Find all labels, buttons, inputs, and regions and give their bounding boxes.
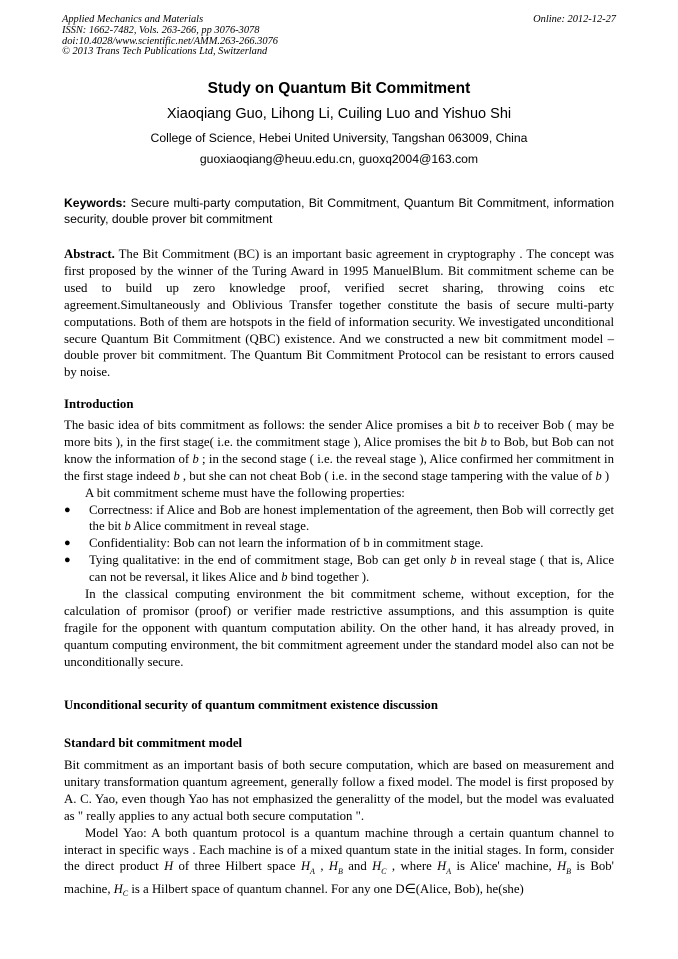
standard-paragraph-1: Bit commitment as an important basis of both secure computation, which are based on measurement and unitary transformation quantum agreement, generally follow a fixed model. The model is first proposed by A. C. Yao, even though Yao has not emphasized the generalitty of the model, but the model was evaluated as " really applies to any actual both secure computation ". xyxy=(64,758,614,823)
keywords-label: Keywords: xyxy=(64,196,127,210)
keywords xyxy=(64,195,614,227)
abstract-label: Abstract. xyxy=(64,247,115,261)
journal-name: Applied Mechanics and Materials xyxy=(62,14,204,25)
standard-model-heading: Standard bit commitment model xyxy=(64,736,243,750)
intro-paragraph-3: In the classical computing environment the bit commitment scheme, without exception, for the calculation of promisor (proof) or verifier made restrictive assumptions, and this assumption is quite fragile for the opponent with quantum computation ability. On the other hand, it has already proved, in quantum computing environment, the bit commitment agreement under the standard model also can not be unconditionally secure. xyxy=(64,587,614,669)
bullet-icon: ● xyxy=(64,503,71,516)
introduction-body xyxy=(64,417,614,671)
bullet-icon: ● xyxy=(64,537,71,550)
introduction-heading: Introduction xyxy=(64,397,134,411)
doi-line: doi:10.4028/www.scientific.net/AMM.263-266.3076 xyxy=(62,35,278,47)
standard-paragraph-2: Model Yao: A both quantum protocol is a quantum machine through a certain quantum channel to interact in specific ways . Each machine is of a mixed quantum state in the initial stages. In form, consider the direct product H of three Hilbert space $H_A$ , $H_B$ and $H_C$ , where $H_A$ is Alice' machine, $H_B$ is Bob' machine, $H_C$ is a Hilbert space of quantum channel. For any one D∈(Alice, Bob), he(she) xyxy=(64,825,614,899)
author-list: Xiaoqiang Guo, Lihong Li, Cuiling Luo and Yishuo Shi xyxy=(166,106,512,122)
standard-model-body xyxy=(64,757,614,903)
intro-paragraph-2: A bit commitment scheme must have the following properties: xyxy=(85,485,405,500)
bullet-correctness: ● Correctness: if Alice and Bob are honest implementation of the agreement, then Bob will correctly get the bit b Alice commitment in reveal stage. xyxy=(64,502,614,534)
unconditional-security-heading: Unconditional security of quantum commitment existence discussion xyxy=(64,698,438,712)
keywords-text: Secure multi-party computation, Bit Commitment, Quantum Bit Commitment, information security, double prover bit commitment xyxy=(64,196,614,226)
bullet-tying: ● Tying qualitative: in the end of commitment stage, Bob can get only b in reveal stage ( that is, Alice can not be reversal, it likes Alice and b bind together ). xyxy=(64,553,614,585)
paper-title: Study on Quantum Bit Commitment xyxy=(207,80,471,97)
copyright-line: © 2013 Trans Tech Publications Ltd, Switzerland xyxy=(62,46,268,58)
intro-paragraph-1: The basic idea of bits commitment as follows: the sender Alice promises a bit b to receiver Bob ( may be more bits ), in the first stage( i.e. the commitment stage ), Alice promises the bit b to Bob, but Bob can not know the information of b ; in the second stage ( i.e. the reveal stage ), Alice confirmed her commitment in the first stage indeed b , but she can not cheat Bob ( i.e. in the second stage tampering with the value of b ) xyxy=(64,418,614,483)
bullet-icon: ● xyxy=(64,554,71,567)
email-addresses: guoxiaoqiang@heuu.edu.cn, guoxq2004@163.com xyxy=(199,152,479,166)
online-date: Online: 2012-12-27 xyxy=(533,14,616,25)
abstract-text: The Bit Commitment (BC) is an important basic agreement in cryptography . The concept was first proposed by the winner of the Turing Award in 1995 ManuelBlum. Bit commitment scheme can be used to build up zero knowledge proof, verified secret sharing, throwing coins etc agreement.Simultaneously and Oblivious Transfer together constitute the basis of secure multi-party computations. Both of them are hotspots in the field of information security. We investigated unconditional secure Quantum Bit Commitment (QBC) existence. And we constructed a new bit commitment model – double prover bit commitment. The Quantum Bit Commitment Protocol can be resistant to errors caused by noise. xyxy=(64,247,614,380)
affiliation: College of Science, Hebei United University, Tangshan 063009, China xyxy=(150,131,528,145)
issn-line: ISSN: 1662-7482, Vols. 263-266, pp 3076-3078 xyxy=(62,24,260,36)
bullet-confidentiality: ● Confidentiality: Bob can not learn the information of b in commitment stage. xyxy=(64,536,484,551)
abstract xyxy=(64,246,614,381)
journal-header xyxy=(62,15,616,58)
